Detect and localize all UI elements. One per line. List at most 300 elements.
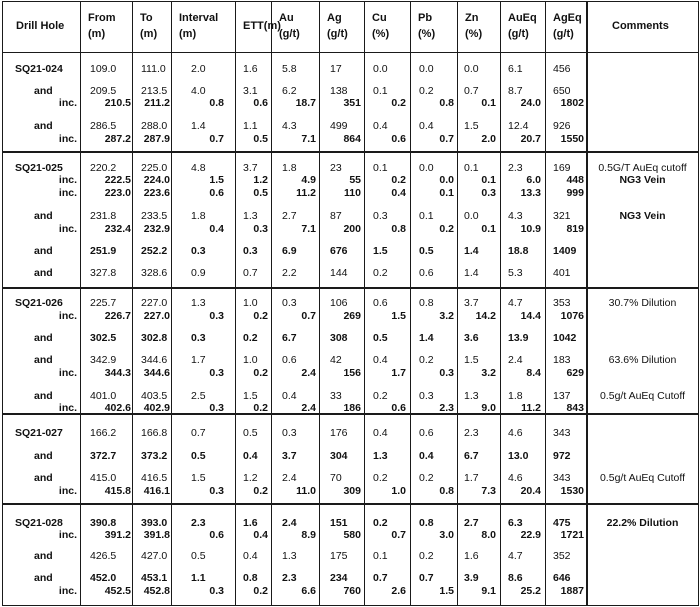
cell-pb: 0.8 <box>439 485 454 497</box>
row-label: and <box>34 85 53 97</box>
cell-pb: 0.2 <box>419 472 434 484</box>
cell-zn: 0.0 <box>464 63 479 75</box>
cell-au: 4.3 <box>282 120 297 132</box>
row-label: inc. <box>58 97 77 109</box>
cell-zn: 1.4 <box>464 245 479 257</box>
cell-to: 402.9 <box>143 402 170 414</box>
cell-ett: 0.2 <box>253 585 268 597</box>
cell-ageq: 183 <box>553 354 571 366</box>
cell-aueq: 2.4 <box>508 354 523 366</box>
grid-line <box>457 1 458 605</box>
cell-interval: 0.7 <box>191 427 206 439</box>
cell-ageq: 926 <box>553 120 571 132</box>
cell-interval: 0.3 <box>209 485 224 497</box>
cell-cu: 0.6 <box>391 402 406 414</box>
cell-pb: 0.8 <box>419 517 434 529</box>
cell-to: 225.0 <box>141 162 168 174</box>
cell-cu: 0.1 <box>373 550 388 562</box>
cell-cu: 0.5 <box>373 332 388 344</box>
cell-aueq: 4.6 <box>508 472 523 484</box>
cell-ageq: 1550 <box>560 133 584 145</box>
cell-from: 452.0 <box>90 572 117 584</box>
cell-interval: 0.3 <box>209 367 224 379</box>
grid-line <box>2 1 3 605</box>
cell-zn: 1.7 <box>464 472 479 484</box>
cell-from: 426.5 <box>90 550 117 562</box>
cell-au: 0.7 <box>301 310 316 322</box>
cell-from: 210.5 <box>104 97 131 109</box>
cell-aueq: 8.4 <box>526 367 541 379</box>
cell-pb: 0.0 <box>419 63 434 75</box>
cell-from: 452.5 <box>104 585 131 597</box>
cell-pb: 0.2 <box>419 354 434 366</box>
cell-ett: 0.2 <box>253 485 268 497</box>
cell-au: 5.8 <box>282 63 297 75</box>
cell-from: 222.5 <box>104 174 131 186</box>
cell-from: 344.3 <box>104 367 131 379</box>
cell-ett: 0.4 <box>253 529 268 541</box>
cell-aueq: 6.0 <box>526 174 541 186</box>
cell-ett: 0.4 <box>243 450 258 462</box>
cell-pb: 0.7 <box>419 572 434 584</box>
cell-aueq: 4.3 <box>508 210 523 222</box>
header-comments: Comments <box>612 20 669 32</box>
cell-au: 2.4 <box>301 367 316 379</box>
cell-ag: 138 <box>330 85 348 97</box>
cell-au: 0.4 <box>282 390 297 402</box>
grid-line <box>698 1 699 605</box>
cell-from: 391.2 <box>104 529 131 541</box>
cell-ageq: 352 <box>553 550 571 562</box>
header-aueq: AuEq (g/t) <box>508 12 537 40</box>
cell-zn: 7.3 <box>481 485 496 497</box>
cell-au: 2.7 <box>282 210 297 222</box>
cell-interval: 1.3 <box>191 297 206 309</box>
grid-line <box>271 1 272 605</box>
cell-to: 166.8 <box>141 427 168 439</box>
cell-zn: 9.1 <box>481 585 496 597</box>
cell-aueq: 18.8 <box>508 245 529 257</box>
cell-interval: 0.3 <box>191 332 206 344</box>
cell-ag: 176 <box>330 427 348 439</box>
cell-aueq: 2.3 <box>508 162 523 174</box>
cell-zn: 1.4 <box>464 267 479 279</box>
cell-ageq: 448 <box>566 174 584 186</box>
cell-ett: 0.2 <box>253 367 268 379</box>
cell-interval: 0.5 <box>191 450 206 462</box>
cell-cu: 0.8 <box>391 223 406 235</box>
cell-to: 373.2 <box>141 450 168 462</box>
cell-cu: 0.4 <box>391 187 406 199</box>
cell-ett: 0.8 <box>243 572 258 584</box>
grid-line <box>2 503 699 505</box>
cell-interval: 1.4 <box>191 120 206 132</box>
cell-from: 220.2 <box>90 162 117 174</box>
cell-au: 0.6 <box>282 354 297 366</box>
cell-ett: 3.1 <box>243 85 258 97</box>
cell-cu: 0.4 <box>373 120 388 132</box>
drill-hole-id: SQ21-024 <box>15 63 63 75</box>
cell-ett: 1.0 <box>243 297 258 309</box>
cell-au: 7.1 <box>301 223 316 235</box>
cell-interval: 1.1 <box>191 572 206 584</box>
cell-au: 18.7 <box>295 97 316 109</box>
cell-au: 3.7 <box>282 450 297 462</box>
cell-interval: 0.4 <box>209 223 224 235</box>
row-label: inc. <box>58 485 77 497</box>
cell-ett: 0.2 <box>243 332 258 344</box>
cell-ageq: 972 <box>553 450 571 462</box>
cell-ageq: 999 <box>566 187 584 199</box>
cell-from: 415.0 <box>90 472 117 484</box>
cell-to: 213.5 <box>141 85 168 97</box>
cell-ag: 234 <box>330 572 348 584</box>
header-pb: Pb (%) <box>418 12 436 40</box>
cell-pb: 2.3 <box>439 402 454 414</box>
header-au: Au (g/t) <box>279 12 300 40</box>
cell-ett: 1.5 <box>243 390 258 402</box>
cell-to: 227.0 <box>141 297 168 309</box>
cell-pb: 0.2 <box>439 223 454 235</box>
cell-zn: 0.3 <box>481 187 496 199</box>
row-label: and <box>34 245 53 257</box>
cell-pb: 0.6 <box>419 427 434 439</box>
cell-interval: 0.3 <box>209 402 224 414</box>
cell-pb: 0.5 <box>419 245 434 257</box>
cell-ag: 186 <box>343 402 361 414</box>
cell-ag: 23 <box>330 162 342 174</box>
cell-to: 288.0 <box>141 120 168 132</box>
cell-ageq: 1887 <box>560 585 584 597</box>
cell-aueq: 13.3 <box>520 187 541 199</box>
cell-au: 2.4 <box>301 402 316 414</box>
cell-ag: 269 <box>343 310 361 322</box>
cell-to: 393.0 <box>141 517 168 529</box>
cell-zn: 1.6 <box>464 550 479 562</box>
cell-cu: 0.0 <box>373 63 388 75</box>
cell-interval: 0.3 <box>191 245 206 257</box>
row-label: and <box>34 472 53 484</box>
cell-au: 0.3 <box>282 427 297 439</box>
cell-pb: 0.6 <box>419 267 434 279</box>
header-to: To (m) <box>140 12 158 40</box>
cell-from: 232.4 <box>104 223 131 235</box>
header-drill-hole: Drill Hole <box>16 20 65 32</box>
cell-interval: 0.3 <box>209 310 224 322</box>
comment-text: 22.2% Dilution <box>606 517 679 529</box>
cell-ett: 0.5 <box>253 133 268 145</box>
grid-line <box>500 1 501 605</box>
cell-ag: 106 <box>330 297 348 309</box>
cell-interval: 0.6 <box>209 187 224 199</box>
row-label: inc. <box>58 402 77 414</box>
cell-ageq: 1530 <box>560 485 584 497</box>
cell-aueq: 20.7 <box>520 133 541 145</box>
cell-zn: 6.7 <box>464 450 479 462</box>
cell-to: 344.6 <box>143 367 170 379</box>
cell-to: 302.8 <box>141 332 168 344</box>
cell-to: 427.0 <box>141 550 168 562</box>
header-from: From (m) <box>88 12 116 40</box>
cell-from: 109.0 <box>90 63 117 75</box>
cell-ag: 17 <box>330 63 342 75</box>
cell-aueq: 13.0 <box>508 450 529 462</box>
cell-zn: 2.7 <box>464 517 479 529</box>
cell-aueq: 20.4 <box>520 485 541 497</box>
cell-from: 225.7 <box>90 297 117 309</box>
cell-au: 2.4 <box>282 472 297 484</box>
cell-pb: 0.2 <box>419 85 434 97</box>
grid-line <box>319 1 320 605</box>
cell-cu: 1.5 <box>373 245 388 257</box>
row-label: inc. <box>58 223 77 235</box>
cell-ett: 0.4 <box>243 550 258 562</box>
cell-aueq: 4.7 <box>508 550 523 562</box>
cell-from: 209.5 <box>90 85 117 97</box>
cell-zn: 3.6 <box>464 332 479 344</box>
cell-ag: 42 <box>330 354 342 366</box>
cell-ag: 760 <box>343 585 361 597</box>
header-ett: ETT(m) <box>243 20 281 32</box>
cell-from: 223.0 <box>104 187 131 199</box>
cell-cu: 0.2 <box>373 517 388 529</box>
cell-to: 403.5 <box>141 390 168 402</box>
cell-ageq: 475 <box>553 517 571 529</box>
header-cu: Cu (%) <box>372 12 390 40</box>
cell-pb: 0.0 <box>419 162 434 174</box>
cell-ageq: 629 <box>566 367 584 379</box>
row-label: and <box>34 450 53 462</box>
cell-from: 286.5 <box>90 120 117 132</box>
cell-to: 224.0 <box>143 174 170 186</box>
cell-to: 211.2 <box>144 97 170 109</box>
cell-interval: 0.8 <box>209 97 224 109</box>
grid-line <box>545 1 546 605</box>
cell-au: 6.7 <box>282 332 297 344</box>
cell-pb: 0.4 <box>419 120 434 132</box>
cell-from: 402.6 <box>104 402 131 414</box>
cell-aueq: 12.4 <box>508 120 529 132</box>
cell-from: 327.8 <box>90 267 117 279</box>
cell-pb: 1.4 <box>419 332 434 344</box>
cell-cu: 1.7 <box>391 367 406 379</box>
cell-ageq: 169 <box>553 162 571 174</box>
cell-ett: 1.1 <box>243 120 258 132</box>
cell-aueq: 1.8 <box>508 390 523 402</box>
cell-au: 6.6 <box>301 585 316 597</box>
cell-cu: 0.2 <box>373 267 388 279</box>
cell-au: 4.9 <box>301 174 316 186</box>
cell-aueq: 4.7 <box>508 297 523 309</box>
cell-interval: 2.5 <box>191 390 206 402</box>
comment-text: 63.6% Dilution <box>608 354 677 366</box>
comment-text: NG3 Vein <box>619 210 666 222</box>
cell-aueq: 10.9 <box>520 223 541 235</box>
cell-ett: 1.3 <box>243 210 258 222</box>
cell-ett: 0.3 <box>253 223 268 235</box>
grid-line <box>132 1 133 605</box>
row-label: inc. <box>58 585 77 597</box>
cell-ett: 0.5 <box>253 187 268 199</box>
cell-from: 415.8 <box>104 485 131 497</box>
header-interval: Interval (m) <box>179 12 219 40</box>
cell-zn: 0.0 <box>464 210 479 222</box>
cell-ageq: 646 <box>553 572 571 584</box>
grid-line <box>2 52 699 53</box>
cell-to: 287.9 <box>143 133 170 145</box>
cell-zn: 1.3 <box>464 390 479 402</box>
cell-aueq: 25.2 <box>520 585 541 597</box>
cell-cu: 0.2 <box>391 97 406 109</box>
cell-ett: 1.6 <box>243 63 258 75</box>
cell-from: 390.8 <box>90 517 117 529</box>
cell-pb: 0.8 <box>439 97 454 109</box>
comment-text: 0.5G/T AuEq cutoff <box>598 162 687 174</box>
cell-aueq: 6.1 <box>508 63 523 75</box>
cell-ag: 87 <box>330 210 342 222</box>
cell-ag: 175 <box>330 550 348 562</box>
cell-ageq: 1802 <box>560 97 584 109</box>
cell-aueq: 8.7 <box>508 85 523 97</box>
cell-from: 251.9 <box>90 245 117 257</box>
cell-ag: 70 <box>330 472 342 484</box>
header-zn: Zn (%) <box>465 12 483 40</box>
cell-zn: 0.1 <box>481 223 496 235</box>
cell-au: 8.9 <box>301 529 316 541</box>
cell-to: 232.9 <box>143 223 170 235</box>
cell-interval: 1.7 <box>191 354 206 366</box>
cell-ag: 308 <box>330 332 348 344</box>
cell-ett: 1.2 <box>243 472 258 484</box>
drill-hole-id: SQ21-027 <box>15 427 63 439</box>
cell-ett: 1.0 <box>243 354 258 366</box>
cell-ag: 864 <box>343 133 361 145</box>
cell-ag: 580 <box>343 529 361 541</box>
cell-zn: 14.2 <box>475 310 496 322</box>
cell-au: 11.0 <box>296 485 316 497</box>
cell-pb: 0.7 <box>439 133 454 145</box>
cell-pb: 0.0 <box>439 174 454 186</box>
cell-ag: 304 <box>330 450 348 462</box>
cell-au: 2.2 <box>282 267 297 279</box>
cell-au: 1.3 <box>282 550 297 562</box>
cell-interval: 0.9 <box>191 267 206 279</box>
row-label: and <box>34 267 53 279</box>
cell-cu: 1.5 <box>391 310 406 322</box>
cell-to: 344.6 <box>141 354 168 366</box>
header-ageq: AgEq (g/t) <box>553 12 582 40</box>
comment-text: 30.7% Dilution <box>608 297 677 309</box>
row-label: and <box>34 332 53 344</box>
cell-pb: 0.1 <box>439 187 454 199</box>
cell-cu: 0.2 <box>373 472 388 484</box>
cell-to: 391.8 <box>143 529 170 541</box>
cell-to: 416.1 <box>143 485 170 497</box>
cell-interval: 0.6 <box>209 529 224 541</box>
cell-zn: 9.0 <box>481 402 496 414</box>
cell-interval: 1.5 <box>209 174 224 186</box>
cell-ageq: 1409 <box>553 245 577 257</box>
cell-aueq: 22.9 <box>520 529 541 541</box>
row-label: and <box>34 572 53 584</box>
cell-pb: 0.2 <box>419 550 434 562</box>
drill-hole-id: SQ21-026 <box>15 297 63 309</box>
cell-zn: 0.1 <box>481 97 496 109</box>
row-label: inc. <box>58 187 77 199</box>
cell-ett: 0.7 <box>243 267 258 279</box>
grid-line <box>2 151 699 153</box>
cell-to: 328.6 <box>141 267 168 279</box>
cell-ageq: 343 <box>553 427 571 439</box>
cell-ageq: 819 <box>566 223 584 235</box>
header-ag: Ag (g/t) <box>327 12 348 40</box>
cell-interval: 4.0 <box>191 85 206 97</box>
row-label: inc. <box>58 133 77 145</box>
cell-ag: 200 <box>343 223 361 235</box>
cell-ett: 0.6 <box>253 97 268 109</box>
row-label: and <box>34 354 53 366</box>
cell-cu: 0.2 <box>391 174 406 186</box>
cell-aueq: 5.3 <box>508 267 523 279</box>
cell-ag: 156 <box>343 367 361 379</box>
cell-ageq: 1721 <box>560 529 584 541</box>
cell-cu: 0.4 <box>373 354 388 366</box>
cell-ag: 55 <box>349 174 361 186</box>
drill-hole-id: SQ21-025 <box>15 162 63 174</box>
row-label: and <box>34 120 53 132</box>
cell-ag: 309 <box>343 485 361 497</box>
grid-line <box>235 1 236 605</box>
cell-ageq: 1076 <box>560 310 584 322</box>
cell-aueq: 13.9 <box>508 332 529 344</box>
cell-au: 6.2 <box>282 85 297 97</box>
row-label: and <box>34 390 53 402</box>
cell-interval: 1.5 <box>191 472 206 484</box>
cell-to: 416.5 <box>141 472 168 484</box>
cell-aueq: 8.6 <box>508 572 523 584</box>
cell-aueq: 6.3 <box>508 517 523 529</box>
cell-aueq: 14.4 <box>520 310 541 322</box>
cell-ag: 110 <box>344 187 361 199</box>
cell-au: 7.1 <box>301 133 316 145</box>
grid-line <box>171 1 172 605</box>
cell-interval: 2.3 <box>191 517 206 529</box>
cell-cu: 2.6 <box>391 585 406 597</box>
cell-zn: 3.2 <box>481 367 496 379</box>
cell-to: 453.1 <box>141 572 168 584</box>
cell-to: 252.2 <box>141 245 168 257</box>
cell-au: 0.3 <box>282 297 297 309</box>
cell-from: 302.5 <box>90 332 117 344</box>
cell-zn: 0.1 <box>481 174 496 186</box>
cell-from: 287.2 <box>104 133 131 145</box>
cell-au: 6.9 <box>282 245 297 257</box>
cell-ageq: 401 <box>553 267 571 279</box>
cell-ag: 351 <box>343 97 361 109</box>
cell-cu: 0.3 <box>373 210 388 222</box>
grid-line <box>2 287 699 289</box>
cell-pb: 0.8 <box>419 297 434 309</box>
cell-zn: 0.7 <box>464 85 479 97</box>
comment-text: 0.5g/t AuEq Cutoff <box>599 472 686 484</box>
cell-pb: 3.2 <box>439 310 454 322</box>
cell-zn: 2.3 <box>464 427 479 439</box>
cell-zn: 8.0 <box>481 529 496 541</box>
cell-from: 372.7 <box>90 450 117 462</box>
cell-to: 233.5 <box>141 210 168 222</box>
cell-zn: 1.5 <box>464 354 479 366</box>
cell-ag: 33 <box>330 390 342 402</box>
